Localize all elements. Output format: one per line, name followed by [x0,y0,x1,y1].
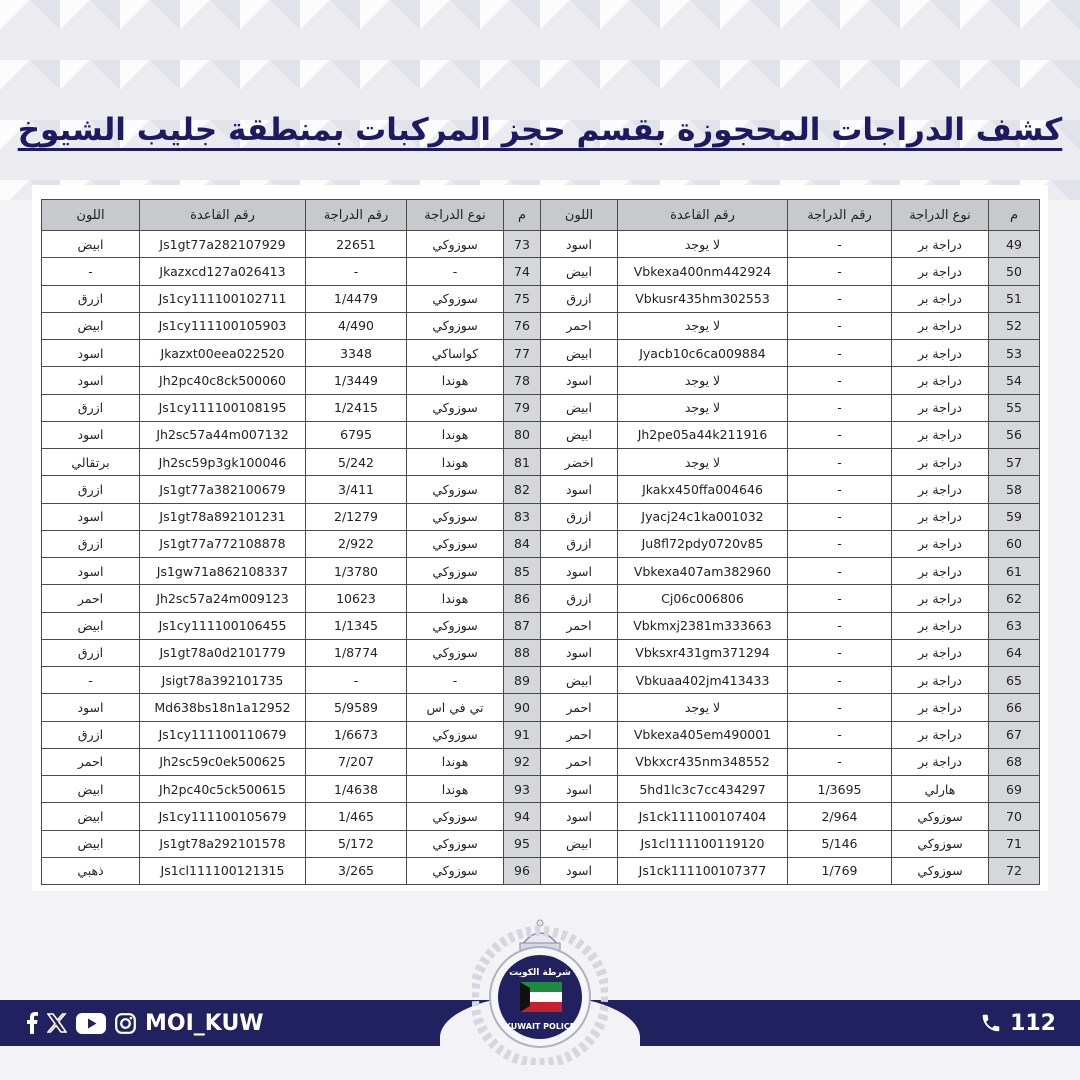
cell-bike-number: - [788,530,892,557]
cell-bike-number: 1/8774 [306,639,407,666]
cell-bike-number: 1/1345 [306,612,407,639]
cell-index: 70 [989,803,1040,830]
cell-chassis-number: Js1gt78a292101578 [140,830,306,857]
facebook-icon[interactable] [26,1012,38,1034]
cell-bike-type: هوندا [407,421,504,448]
cell-index: 81 [504,449,541,476]
cell-chassis-number: Js1gt78a892101231 [140,503,306,530]
cell-color: اسود [541,367,618,394]
cell-color: احمر [42,748,140,775]
cell-color: ابيض [42,312,140,339]
cell-color: اسود [541,803,618,830]
cell-bike-type: دراجة بر [892,421,989,448]
col-header-index: م [989,200,1040,231]
cell-index: 71 [989,830,1040,857]
cell-bike-type: هارلي [892,776,989,803]
cell-chassis-number: Vbksxr431gm371294 [618,639,788,666]
cell-index: 62 [989,585,1040,612]
cell-bike-number: 1/4479 [306,285,407,312]
cell-bike-number: 7/207 [306,748,407,775]
cell-bike-type: هوندا [407,748,504,775]
cell-index: 77 [504,340,541,367]
cell-chassis-number: Jh2sc57a24m009123 [140,585,306,612]
cell-color: ابيض [541,421,618,448]
cell-bike-number: - [788,231,892,258]
cell-index: 61 [989,558,1040,585]
table-row [42,258,1040,285]
cell-bike-number: - [788,639,892,666]
cell-bike-number: 5/9589 [306,694,407,721]
cell-bike-type: دراجة بر [892,285,989,312]
table-header-row [42,200,1040,231]
cell-index: 51 [989,285,1040,312]
cell-index: 86 [504,585,541,612]
cell-color: ازرق [42,394,140,421]
table-row [42,776,1040,803]
emblem-flag [520,982,562,1012]
cell-color: اسود [42,503,140,530]
table-row [42,748,1040,775]
cell-color: اسود [42,558,140,585]
emblem-text-bottom: KUWAIT POLICE [504,1022,576,1031]
table-row [42,340,1040,367]
cell-bike-type: دراجة بر [892,476,989,503]
cell-bike-number: 1/3449 [306,367,407,394]
kuwait-police-emblem [472,915,608,1065]
cell-index: 50 [989,258,1040,285]
cell-chassis-number: Jsigt78a392101735 [140,667,306,694]
cell-color: ابيض [42,776,140,803]
cell-index: 72 [989,857,1040,884]
cell-chassis-number: Jkazxcd127a026413 [140,258,306,285]
cell-chassis-number: لا يوجد [618,231,788,258]
table-row [42,612,1040,639]
cell-bike-type: سوزوكي [892,857,989,884]
table-row [42,367,1040,394]
cell-bike-type: هوندا [407,449,504,476]
cell-chassis-number: Vbkexa407am382960 [618,558,788,585]
cell-bike-type: سوزوكي [407,231,504,258]
cell-chassis-number: Js1gw71a862108337 [140,558,306,585]
cell-bike-type: سوزوكي [407,476,504,503]
cell-bike-type: دراجة بر [892,340,989,367]
instagram-icon[interactable] [115,1013,136,1034]
cell-index: 49 [989,231,1040,258]
cell-bike-number: 2/964 [788,803,892,830]
cell-bike-type: دراجة بر [892,367,989,394]
cell-bike-number: - [788,721,892,748]
cell-color: ازرق [541,285,618,312]
cell-bike-number: 1/3695 [788,776,892,803]
cell-chassis-number: Jh2pc40c5ck500615 [140,776,306,803]
cell-chassis-number: 5hd1lc3c7cc434297 [618,776,788,803]
table-row [42,394,1040,421]
background-pattern [0,0,1080,200]
cell-index: 69 [989,776,1040,803]
cell-color: ابيض [541,340,618,367]
cell-bike-number: - [788,285,892,312]
cell-chassis-number: Js1cl111100119120 [618,830,788,857]
cell-bike-type: هوندا [407,367,504,394]
cell-index: 58 [989,476,1040,503]
cell-chassis-number: Jyacb10c6ca009884 [618,340,788,367]
cell-color: ازرق [42,639,140,666]
col-header-chassis-number: رقم القاعدة [140,200,306,231]
cell-index: 93 [504,776,541,803]
cell-index: 80 [504,421,541,448]
cell-chassis-number: لا يوجد [618,449,788,476]
cell-chassis-number: Vbkexa405em490001 [618,721,788,748]
col-header-bike-type: نوع الدراجة [892,200,989,231]
cell-bike-type: دراجة بر [892,558,989,585]
cell-bike-number: 5/172 [306,830,407,857]
col-header-bike-type: نوع الدراجة [407,200,504,231]
cell-bike-type: كواساكي [407,340,504,367]
cell-index: 67 [989,721,1040,748]
table-row [42,639,1040,666]
cell-color: اسود [541,476,618,503]
cell-chassis-number: Js1cy111100105903 [140,312,306,339]
cell-chassis-number: Js1gt78a0d2101779 [140,639,306,666]
cell-chassis-number: لا يوجد [618,367,788,394]
table-row [42,857,1040,884]
page-title: كشف الدراجات المحجوزة بقسم حجز المركبات بمنطقة جليب الشيوخ [17,112,1063,148]
cell-index: 65 [989,667,1040,694]
cell-index: 83 [504,503,541,530]
cell-color: ازرق [541,503,618,530]
cell-bike-number: - [788,367,892,394]
cell-chassis-number: Js1gt77a772108878 [140,530,306,557]
cell-bike-number: 1/2415 [306,394,407,421]
table-row [42,476,1040,503]
table-row [42,694,1040,721]
cell-chassis-number: Js1cy111100105679 [140,803,306,830]
cell-index: 74 [504,258,541,285]
cell-color: ابيض [541,830,618,857]
cell-bike-type: دراجة بر [892,585,989,612]
table-row [42,667,1040,694]
cell-index: 55 [989,394,1040,421]
cell-bike-number: - [788,476,892,503]
cell-index: 85 [504,558,541,585]
cell-bike-type: هوندا [407,776,504,803]
cell-bike-type: سوزوكي [407,503,504,530]
cell-bike-number: 1/3780 [306,558,407,585]
table-row [42,449,1040,476]
cell-color: احمر [541,748,618,775]
cell-bike-number: - [788,748,892,775]
cell-index: 94 [504,803,541,830]
cell-color: ابيض [42,830,140,857]
cell-chassis-number: Md638bs18n1a12952 [140,694,306,721]
cell-index: 57 [989,449,1040,476]
cell-chassis-number: لا يوجد [618,694,788,721]
cell-bike-type: سوزوكي [892,803,989,830]
cell-chassis-number: Js1gt77a382100679 [140,476,306,503]
cell-bike-number: 5/146 [788,830,892,857]
cell-color: ازرق [42,285,140,312]
cell-chassis-number: Vbkexa400nm442924 [618,258,788,285]
cell-color: ازرق [42,721,140,748]
cell-color: ازرق [42,530,140,557]
cell-bike-number: - [306,667,407,694]
cell-chassis-number: Cj06c006806 [618,585,788,612]
table-row [42,421,1040,448]
cell-bike-number: - [788,312,892,339]
cell-index: 76 [504,312,541,339]
cell-chassis-number: Jh2pe05a44k211916 [618,421,788,448]
cell-color: ابيض [541,394,618,421]
cell-color: - [42,258,140,285]
cell-color: ازرق [42,476,140,503]
x-icon[interactable] [47,1013,67,1033]
cell-bike-type: دراجة بر [892,612,989,639]
cell-bike-type: سوزوكي [407,639,504,666]
cell-color: اسود [541,857,618,884]
cell-bike-number: 1/465 [306,803,407,830]
cell-chassis-number: Js1ck111100107404 [618,803,788,830]
cell-bike-number: 2/922 [306,530,407,557]
cell-color: ذهبي [42,857,140,884]
cell-index: 63 [989,612,1040,639]
cell-chassis-number: Jh2sc59c0ek500625 [140,748,306,775]
cell-color: اسود [42,421,140,448]
cell-bike-type: دراجة بر [892,639,989,666]
table-row [42,585,1040,612]
cell-chassis-number: Vbkuaa402jm413433 [618,667,788,694]
cell-bike-number: - [788,612,892,639]
cell-chassis-number: Jkakx450ffa004646 [618,476,788,503]
cell-bike-type: تي في اس [407,694,504,721]
cell-bike-number: 6795 [306,421,407,448]
cell-bike-type: - [407,258,504,285]
cell-color: ازرق [541,530,618,557]
col-header-index: م [504,200,541,231]
cell-index: 88 [504,639,541,666]
table-row [42,285,1040,312]
cell-bike-number: - [306,258,407,285]
cell-chassis-number: Js1cy111100108195 [140,394,306,421]
cell-color: اسود [42,367,140,394]
cell-color: برتقالي [42,449,140,476]
cell-bike-type: سوزوكي [407,285,504,312]
cell-bike-number: 4/490 [306,312,407,339]
cell-bike-number: 3348 [306,340,407,367]
cell-bike-type: دراجة بر [892,231,989,258]
cell-chassis-number: Vbkusr435hm302553 [618,285,788,312]
cell-bike-number: - [788,558,892,585]
cell-bike-number: - [788,394,892,421]
table-row [42,312,1040,339]
cell-color: اخضر [541,449,618,476]
cell-bike-type: دراجة بر [892,667,989,694]
cell-bike-type: دراجة بر [892,748,989,775]
cell-index: 64 [989,639,1040,666]
cell-bike-type: دراجة بر [892,449,989,476]
cell-chassis-number: Jh2sc59p3gk100046 [140,449,306,476]
table-row [42,721,1040,748]
phone-icon [980,1012,1002,1034]
cell-index: 92 [504,748,541,775]
cell-index: 95 [504,830,541,857]
social-links [26,1008,264,1038]
cell-index: 90 [504,694,541,721]
phone-number: 112 [1010,1010,1056,1036]
cell-chassis-number: Jyacj24c1ka001032 [618,503,788,530]
cell-bike-type: سوزوكي [892,830,989,857]
cell-chassis-number: Jh2sc57a44m007132 [140,421,306,448]
table-row [42,803,1040,830]
cell-index: 56 [989,421,1040,448]
cell-chassis-number: Js1gt77a282107929 [140,231,306,258]
cell-index: 96 [504,857,541,884]
cell-index: 52 [989,312,1040,339]
cell-index: 59 [989,503,1040,530]
cell-bike-number: - [788,585,892,612]
cell-bike-type: سوزوكي [407,558,504,585]
youtube-icon[interactable] [76,1013,106,1034]
cell-bike-number: - [788,340,892,367]
cell-color: ابيض [541,258,618,285]
cell-bike-type: سوزوكي [407,394,504,421]
impound-table [41,199,1040,885]
cell-bike-type: سوزوكي [407,530,504,557]
cell-bike-number: 1/6673 [306,721,407,748]
cell-bike-type: دراجة بر [892,312,989,339]
table-row [42,558,1040,585]
cell-bike-type: سوزوكي [407,612,504,639]
cell-chassis-number: Ju8fl72pdy0720v85 [618,530,788,557]
cell-index: 82 [504,476,541,503]
cell-bike-type: سوزوكي [407,857,504,884]
cell-chassis-number: لا يوجد [618,394,788,421]
cell-color: احمر [541,721,618,748]
cell-bike-number: 3/265 [306,857,407,884]
col-header-chassis-number: رقم القاعدة [618,200,788,231]
cell-bike-number: - [788,449,892,476]
cell-bike-number: - [788,503,892,530]
cell-color: اسود [541,776,618,803]
cell-index: 75 [504,285,541,312]
cell-index: 60 [989,530,1040,557]
cell-chassis-number: لا يوجد [618,312,788,339]
cell-index: 79 [504,394,541,421]
emergency-phone[interactable] [980,1008,1056,1038]
cell-index: 66 [989,694,1040,721]
col-header-bike-number: رقم الدراجة [306,200,407,231]
cell-chassis-number: Vbkxcr435nm348552 [618,748,788,775]
cell-bike-type: دراجة بر [892,694,989,721]
cell-color: اسود [541,231,618,258]
cell-bike-number: 10623 [306,585,407,612]
cell-index: 91 [504,721,541,748]
cell-color: احمر [541,694,618,721]
table-row [42,231,1040,258]
cell-bike-type: سوزوكي [407,830,504,857]
cell-bike-number: 2/1279 [306,503,407,530]
cell-color: ابيض [42,231,140,258]
cell-color: اسود [42,694,140,721]
cell-index: 68 [989,748,1040,775]
table-row [42,530,1040,557]
cell-index: 89 [504,667,541,694]
cell-bike-type: دراجة بر [892,530,989,557]
cell-bike-number: 5/242 [306,449,407,476]
cell-bike-number: - [788,694,892,721]
cell-color: - [42,667,140,694]
cell-color: احمر [541,312,618,339]
cell-color: اسود [42,340,140,367]
cell-color: ازرق [541,585,618,612]
cell-chassis-number: Jkazxt00eea022520 [140,340,306,367]
cell-bike-type: سوزوكي [407,803,504,830]
col-header-color: اللون [42,200,140,231]
cell-bike-type: دراجة بر [892,721,989,748]
cell-index: 84 [504,530,541,557]
emblem-text-top: شرطة الكويت [509,968,571,978]
cell-bike-number: 3/411 [306,476,407,503]
cell-chassis-number: Js1cy111100102711 [140,285,306,312]
cell-color: اسود [541,639,618,666]
cell-color: احمر [42,585,140,612]
cell-index: 54 [989,367,1040,394]
cell-bike-number: - [788,421,892,448]
cell-color: ابيض [42,803,140,830]
cell-chassis-number: Vbkmxj2381m333663 [618,612,788,639]
cell-color: اسود [541,558,618,585]
cell-bike-type: سوزوكي [407,721,504,748]
cell-chassis-number: Js1ck111100107377 [618,857,788,884]
cell-bike-number: - [788,258,892,285]
col-header-color: اللون [541,200,618,231]
cell-bike-type: - [407,667,504,694]
cell-bike-number: 1/769 [788,857,892,884]
cell-bike-type: دراجة بر [892,503,989,530]
cell-bike-number: - [788,667,892,694]
cell-bike-type: سوزوكي [407,312,504,339]
table-row [42,830,1040,857]
cell-index: 87 [504,612,541,639]
cell-color: احمر [541,612,618,639]
cell-bike-type: هوندا [407,585,504,612]
table-row [42,503,1040,530]
cell-color: ابيض [42,612,140,639]
col-header-bike-number: رقم الدراجة [788,200,892,231]
cell-bike-number: 1/4638 [306,776,407,803]
cell-bike-number: 22651 [306,231,407,258]
cell-index: 78 [504,367,541,394]
cell-bike-type: دراجة بر [892,258,989,285]
social-handle[interactable]: MOI_KUW [145,1010,264,1036]
cell-color: ابيض [541,667,618,694]
cell-bike-type: دراجة بر [892,394,989,421]
cell-chassis-number: Js1cl111100121315 [140,857,306,884]
cell-chassis-number: Js1cy111100106455 [140,612,306,639]
cell-index: 53 [989,340,1040,367]
cell-chassis-number: Js1cy111100110679 [140,721,306,748]
cell-index: 73 [504,231,541,258]
cell-chassis-number: Jh2pc40c8ck500060 [140,367,306,394]
